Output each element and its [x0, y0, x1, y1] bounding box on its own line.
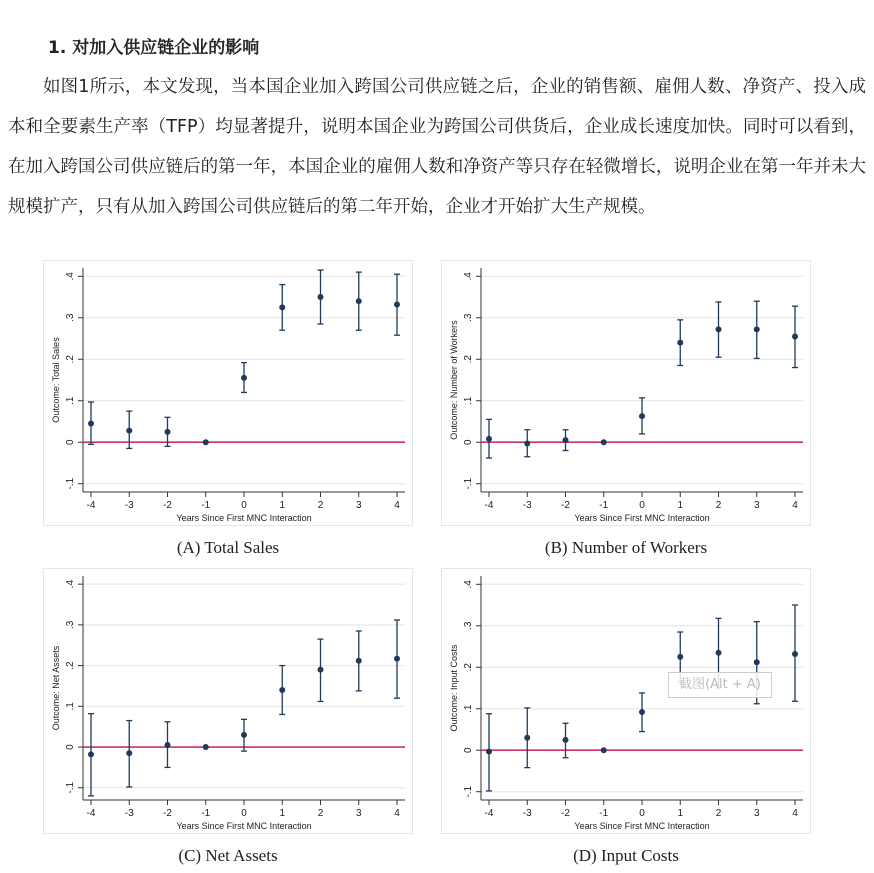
data-point — [754, 659, 760, 665]
y-tick-label: .1 — [463, 704, 474, 713]
data-point — [241, 732, 247, 738]
x-axis-label: Years Since First MNC Interaction — [176, 821, 312, 831]
y-tick-label: .1 — [65, 396, 76, 405]
x-tick-label: -3 — [124, 808, 134, 819]
y-tick-label: .4 — [463, 580, 474, 589]
data-point — [486, 748, 492, 754]
x-axis-label: Years Since First MNC Interaction — [574, 821, 710, 831]
data-point — [716, 326, 722, 332]
y-tick-label: .3 — [65, 620, 76, 630]
data-point — [716, 650, 722, 656]
data-point — [203, 439, 209, 445]
y-axis-label: Outcome: Number of Workers — [449, 320, 459, 440]
chart-panel-input-costs — [441, 568, 811, 834]
x-tick-label: -4 — [484, 500, 494, 511]
chart-frame — [44, 569, 413, 834]
x-tick-label: -4 — [86, 500, 96, 511]
x-tick-label: -2 — [561, 808, 570, 819]
x-tick-label: 2 — [715, 808, 722, 819]
x-tick-label: 3 — [355, 500, 362, 511]
x-tick-label: 4 — [792, 808, 798, 819]
y-tick-label: .4 — [65, 272, 76, 281]
x-tick-label: 3 — [753, 808, 760, 819]
data-point — [356, 298, 362, 304]
data-point — [318, 667, 324, 673]
x-tick-label: -1 — [201, 500, 211, 511]
data-point — [165, 429, 171, 435]
x-tick-label: -2 — [163, 808, 172, 819]
y-axis-label: Outcome: Input Costs — [449, 644, 459, 732]
data-point — [524, 735, 530, 741]
y-tick-label: .2 — [65, 355, 76, 364]
y-tick-label: .4 — [463, 272, 474, 281]
x-tick-label: -4 — [86, 808, 96, 819]
screenshot-shortcut-tooltip: 截图(Alt + A) — [668, 672, 772, 698]
x-tick-label: -3 — [124, 500, 134, 511]
x-tick-label: -3 — [522, 808, 532, 819]
data-point — [241, 375, 247, 381]
chart-svg — [43, 260, 413, 526]
section-heading: 1. 对加入供应链企业的影响 — [48, 38, 260, 58]
data-point — [792, 651, 798, 657]
data-point — [318, 294, 324, 300]
y-axis-label: Outcome: Total Sales — [51, 337, 61, 423]
x-tick-label: 2 — [317, 500, 324, 511]
y-tick-label: -.1 — [65, 477, 76, 490]
x-tick-label: 3 — [753, 500, 760, 511]
data-point — [486, 436, 492, 442]
data-point — [754, 326, 760, 332]
x-axis-label: Years Since First MNC Interaction — [574, 513, 710, 523]
y-tick-label: .4 — [65, 579, 76, 589]
y-tick-label: 0 — [65, 439, 76, 446]
y-tick-label: 0 — [463, 439, 474, 446]
chart-caption-input-costs: (D) Input Costs — [573, 846, 679, 865]
x-tick-label: -2 — [561, 500, 570, 511]
data-point — [356, 658, 362, 664]
x-tick-label: 1 — [677, 808, 684, 819]
data-point — [601, 747, 607, 753]
data-point — [279, 687, 285, 693]
x-tick-label: 4 — [394, 808, 400, 819]
data-point — [88, 751, 94, 757]
y-tick-label: -.1 — [65, 781, 76, 794]
chart-caption-total-sales: (A) Total Sales — [176, 538, 280, 557]
data-point — [792, 333, 798, 339]
data-point — [88, 421, 94, 427]
x-tick-label: 1 — [279, 500, 286, 511]
y-tick-label: -.1 — [463, 785, 474, 798]
x-tick-label: 0 — [241, 808, 247, 819]
y-tick-label: -.1 — [463, 477, 474, 490]
data-point — [394, 302, 400, 308]
chart-caption-net-assets: (C) Net Assets — [178, 846, 278, 865]
data-point — [394, 656, 400, 662]
data-point — [639, 709, 645, 715]
data-point — [639, 413, 645, 419]
chart-panel-net-assets — [43, 568, 413, 834]
data-point — [524, 440, 530, 446]
x-tick-label: 1 — [279, 808, 286, 819]
y-tick-label: .3 — [463, 621, 474, 630]
chart-frame — [442, 569, 811, 834]
x-tick-label: 0 — [639, 808, 645, 819]
x-tick-label: -1 — [201, 808, 211, 819]
chart-frame — [442, 261, 811, 526]
x-tick-label: 0 — [241, 500, 247, 511]
chart-svg — [43, 568, 413, 834]
x-tick-label: 4 — [792, 500, 798, 511]
x-tick-label: 3 — [355, 808, 362, 819]
y-axis-label: Outcome: Net Assets — [51, 645, 61, 731]
x-tick-label: -4 — [484, 808, 494, 819]
x-tick-label: 4 — [394, 500, 400, 511]
chart-svg — [441, 568, 811, 834]
data-point — [203, 744, 209, 750]
x-tick-label: -1 — [599, 808, 609, 819]
x-tick-label: 2 — [317, 808, 324, 819]
y-tick-label: .3 — [463, 313, 474, 322]
y-tick-label: 0 — [463, 747, 474, 754]
data-point — [601, 439, 607, 445]
y-tick-label: .1 — [65, 702, 76, 711]
x-tick-label: -1 — [599, 500, 609, 511]
x-tick-label: 0 — [639, 500, 645, 511]
data-point — [677, 340, 683, 346]
y-tick-label: .3 — [65, 313, 76, 322]
x-tick-label: -2 — [163, 500, 172, 511]
data-point — [126, 750, 132, 756]
y-tick-label: .2 — [65, 661, 76, 670]
x-tick-label: -3 — [522, 500, 532, 511]
data-point — [563, 737, 569, 743]
data-point — [279, 304, 285, 310]
x-axis-label: Years Since First MNC Interaction — [176, 513, 312, 523]
x-tick-label: 1 — [677, 500, 684, 511]
data-point — [126, 428, 132, 434]
data-point — [677, 654, 683, 660]
body-paragraph: 如图1所示，本文发现，当本国企业加入跨国公司供应链之后，企业的销售额、雇佣人数、净资产、投入成本和全要素生产率（TFP）均显著提升，说明本国企业为跨国公司供货后，企业成长速度加快。同时可以看到，在加入跨国公司供应链后的第一年，本国企业的雇佣人数和净资产等只存在轻微增长，说明企业在第一年并未大规模扩产，只有从加入跨国公司供应链后的第二年开始，企业才开始扩大生产规模。 — [8, 77, 866, 217]
y-tick-label: .1 — [463, 396, 474, 405]
data-point — [165, 742, 171, 748]
chart-svg — [441, 260, 811, 526]
y-tick-label: .2 — [463, 355, 474, 364]
data-point — [563, 437, 569, 443]
chart-panel-number-of-workers — [441, 260, 811, 526]
y-tick-label: 0 — [65, 744, 76, 750]
x-tick-label: 2 — [715, 500, 722, 511]
chart-panel-total-sales — [43, 260, 413, 526]
chart-caption-number-of-workers: (B) Number of Workers — [544, 538, 708, 557]
y-tick-label: .2 — [463, 663, 474, 672]
